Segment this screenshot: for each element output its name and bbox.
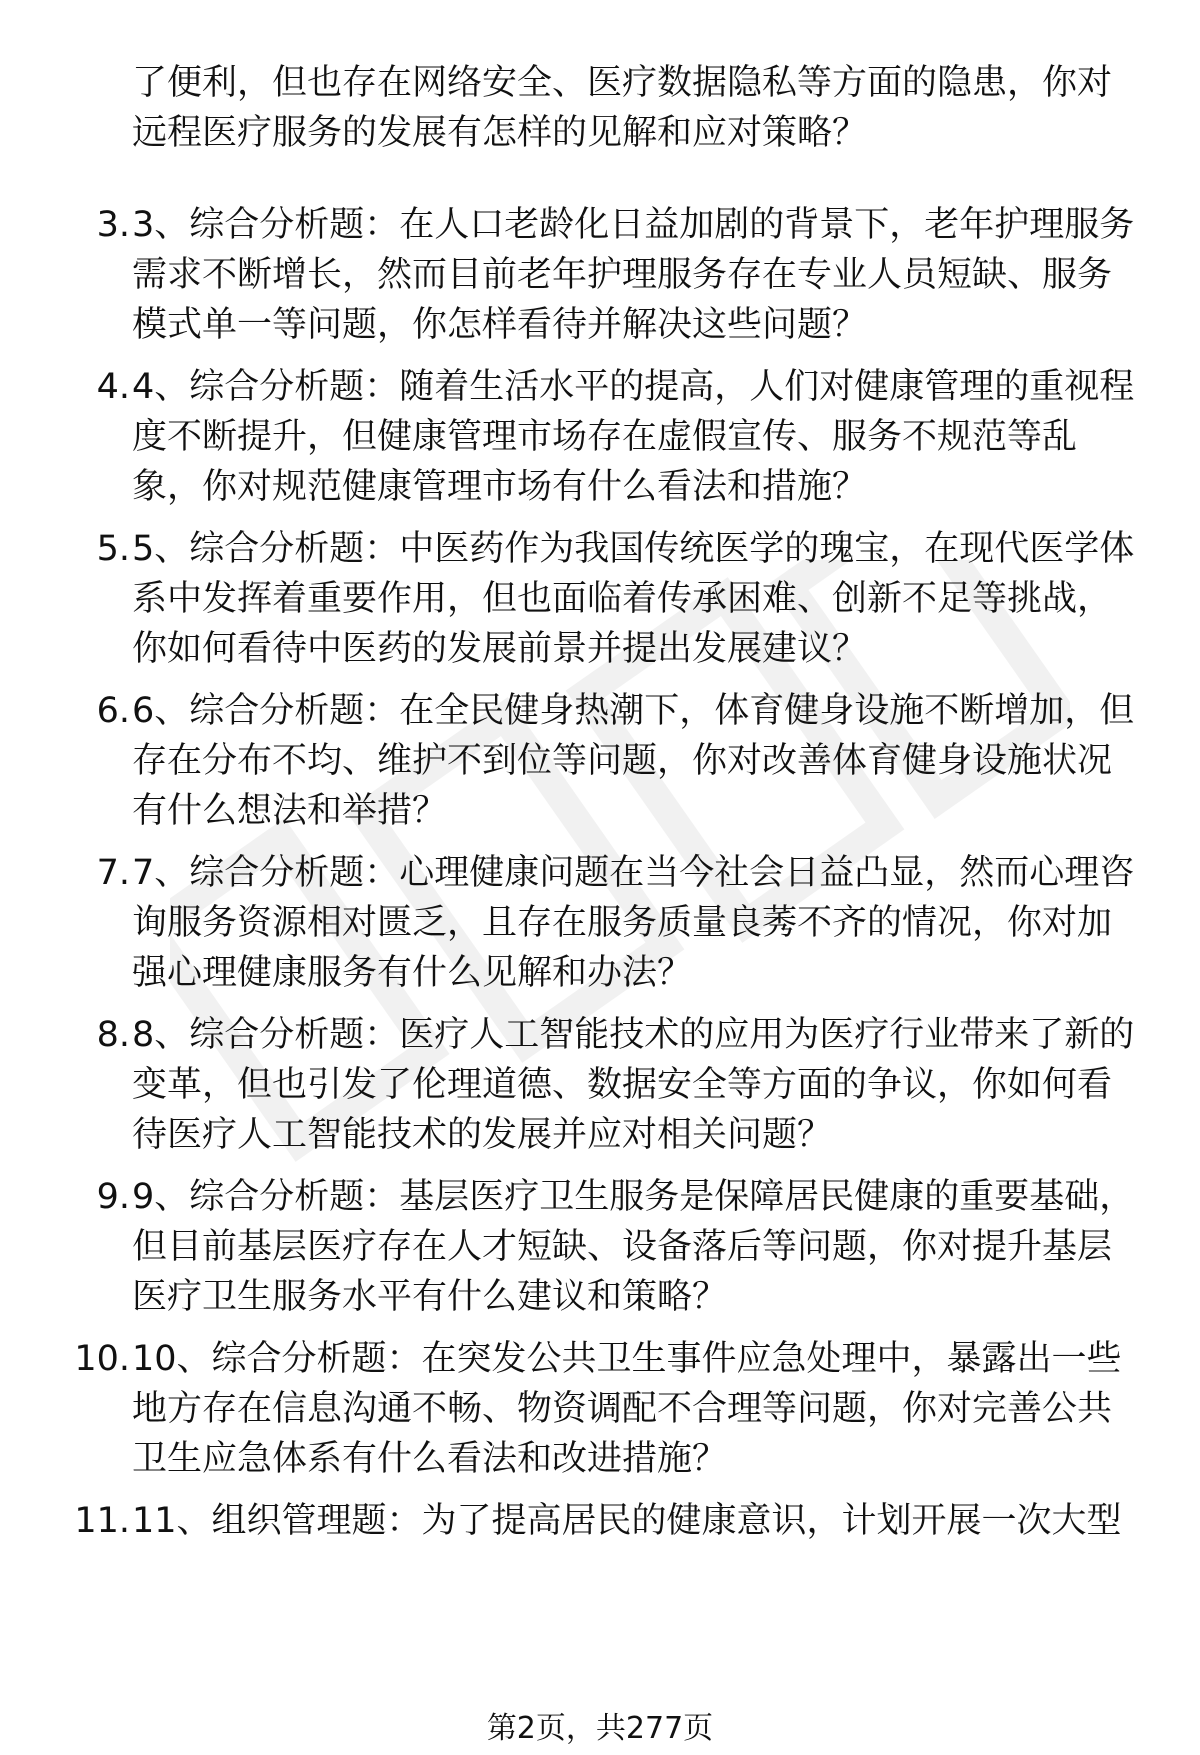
list-number: 9. <box>96 1177 130 1217</box>
list-item <box>0 1334 1200 1494</box>
list-number: 8. <box>96 1015 130 1055</box>
list-item <box>0 362 1200 522</box>
list-number: 5. <box>96 529 130 569</box>
list-number: 3. <box>96 205 130 245</box>
list-item <box>0 1172 1200 1332</box>
continued-paragraph: 了便利，但也存在网络安全、医疗数据隐私等方面的隐患，你对 远程医疗服务的发展有怎样的见解和应对策略？ <box>132 63 1113 153</box>
list-number: 6. <box>96 691 130 731</box>
list-item <box>0 200 1200 360</box>
page-footer: 第2页，共277页 <box>486 1711 714 1746</box>
question-text: 9、综合分析题：基层医疗卫生服务是保障居民健康的重要基础， 但目前基层医疗存在人才短缺、设备落后等问题，你对提升基层 医疗卫生服务水平有什么建议和策略？ <box>132 1177 1135 1317</box>
question-text: 10、综合分析题：在突发公共卫生事件应急处理中，暴露出一些 地方存在信息沟通不畅、物资调配不合理等问题，你对完善公共 卫生应急体系有什么看法和改进措施？ <box>132 1339 1122 1479</box>
question-text: 6、综合分析题：在全民健身热潮下，体育健身设施不断增加，但 存在分布不均、维护不到位等问题，你对改善体育健身设施状况 有什么想法和举措？ <box>132 691 1135 831</box>
list-item <box>0 848 1200 1008</box>
question-text: 3、综合分析题：在人口老龄化日益加剧的背景下，老年护理服务 需求不断增长，然而目前老年护理服务存在专业人员短缺、服务 模式单一等问题，你怎样看待并解决这些问题？ <box>132 205 1135 345</box>
list-item <box>0 1496 1200 1656</box>
list-item <box>0 686 1200 846</box>
list-number: 4. <box>96 367 130 407</box>
question-text: 5、综合分析题：中医药作为我国传统医学的瑰宝，在现代医学体 系中发挥着重要作用，但也面临着传承困难、创新不足等挑战， 你如何看待中医药的发展前景并提出发展建议？ <box>132 529 1135 669</box>
list-item <box>0 1010 1200 1170</box>
list-item <box>0 524 1200 684</box>
list-number: 10. <box>74 1339 130 1379</box>
question-text: 7、综合分析题：心理健康问题在当今社会日益凸显，然而心理咨 询服务资源相对匮乏，且存在服务质量良莠不齐的情况，你对加 强心理健康服务有什么见解和办法？ <box>132 853 1135 993</box>
question-text: 4、综合分析题：随着生活水平的提高，人们对健康管理的重视程 度不断提升，但健康管理市场存在虚假宣传、服务不规范等乱 象，你对规范健康管理市场有什么看法和措施？ <box>132 367 1135 507</box>
list-number: 7. <box>96 853 130 893</box>
list-number: 11. <box>74 1501 130 1541</box>
question-text: 11、组织管理题：为了提高居民的健康意识，计划开展一次大型 <box>132 1501 1122 1541</box>
question-text: 8、综合分析题：医疗人工智能技术的应用为医疗行业带来了新的 变革，但也引发了伦理道德、数据安全等方面的争议，你如何看 待医疗人工智能技术的发展并应对相关问题？ <box>132 1015 1135 1155</box>
